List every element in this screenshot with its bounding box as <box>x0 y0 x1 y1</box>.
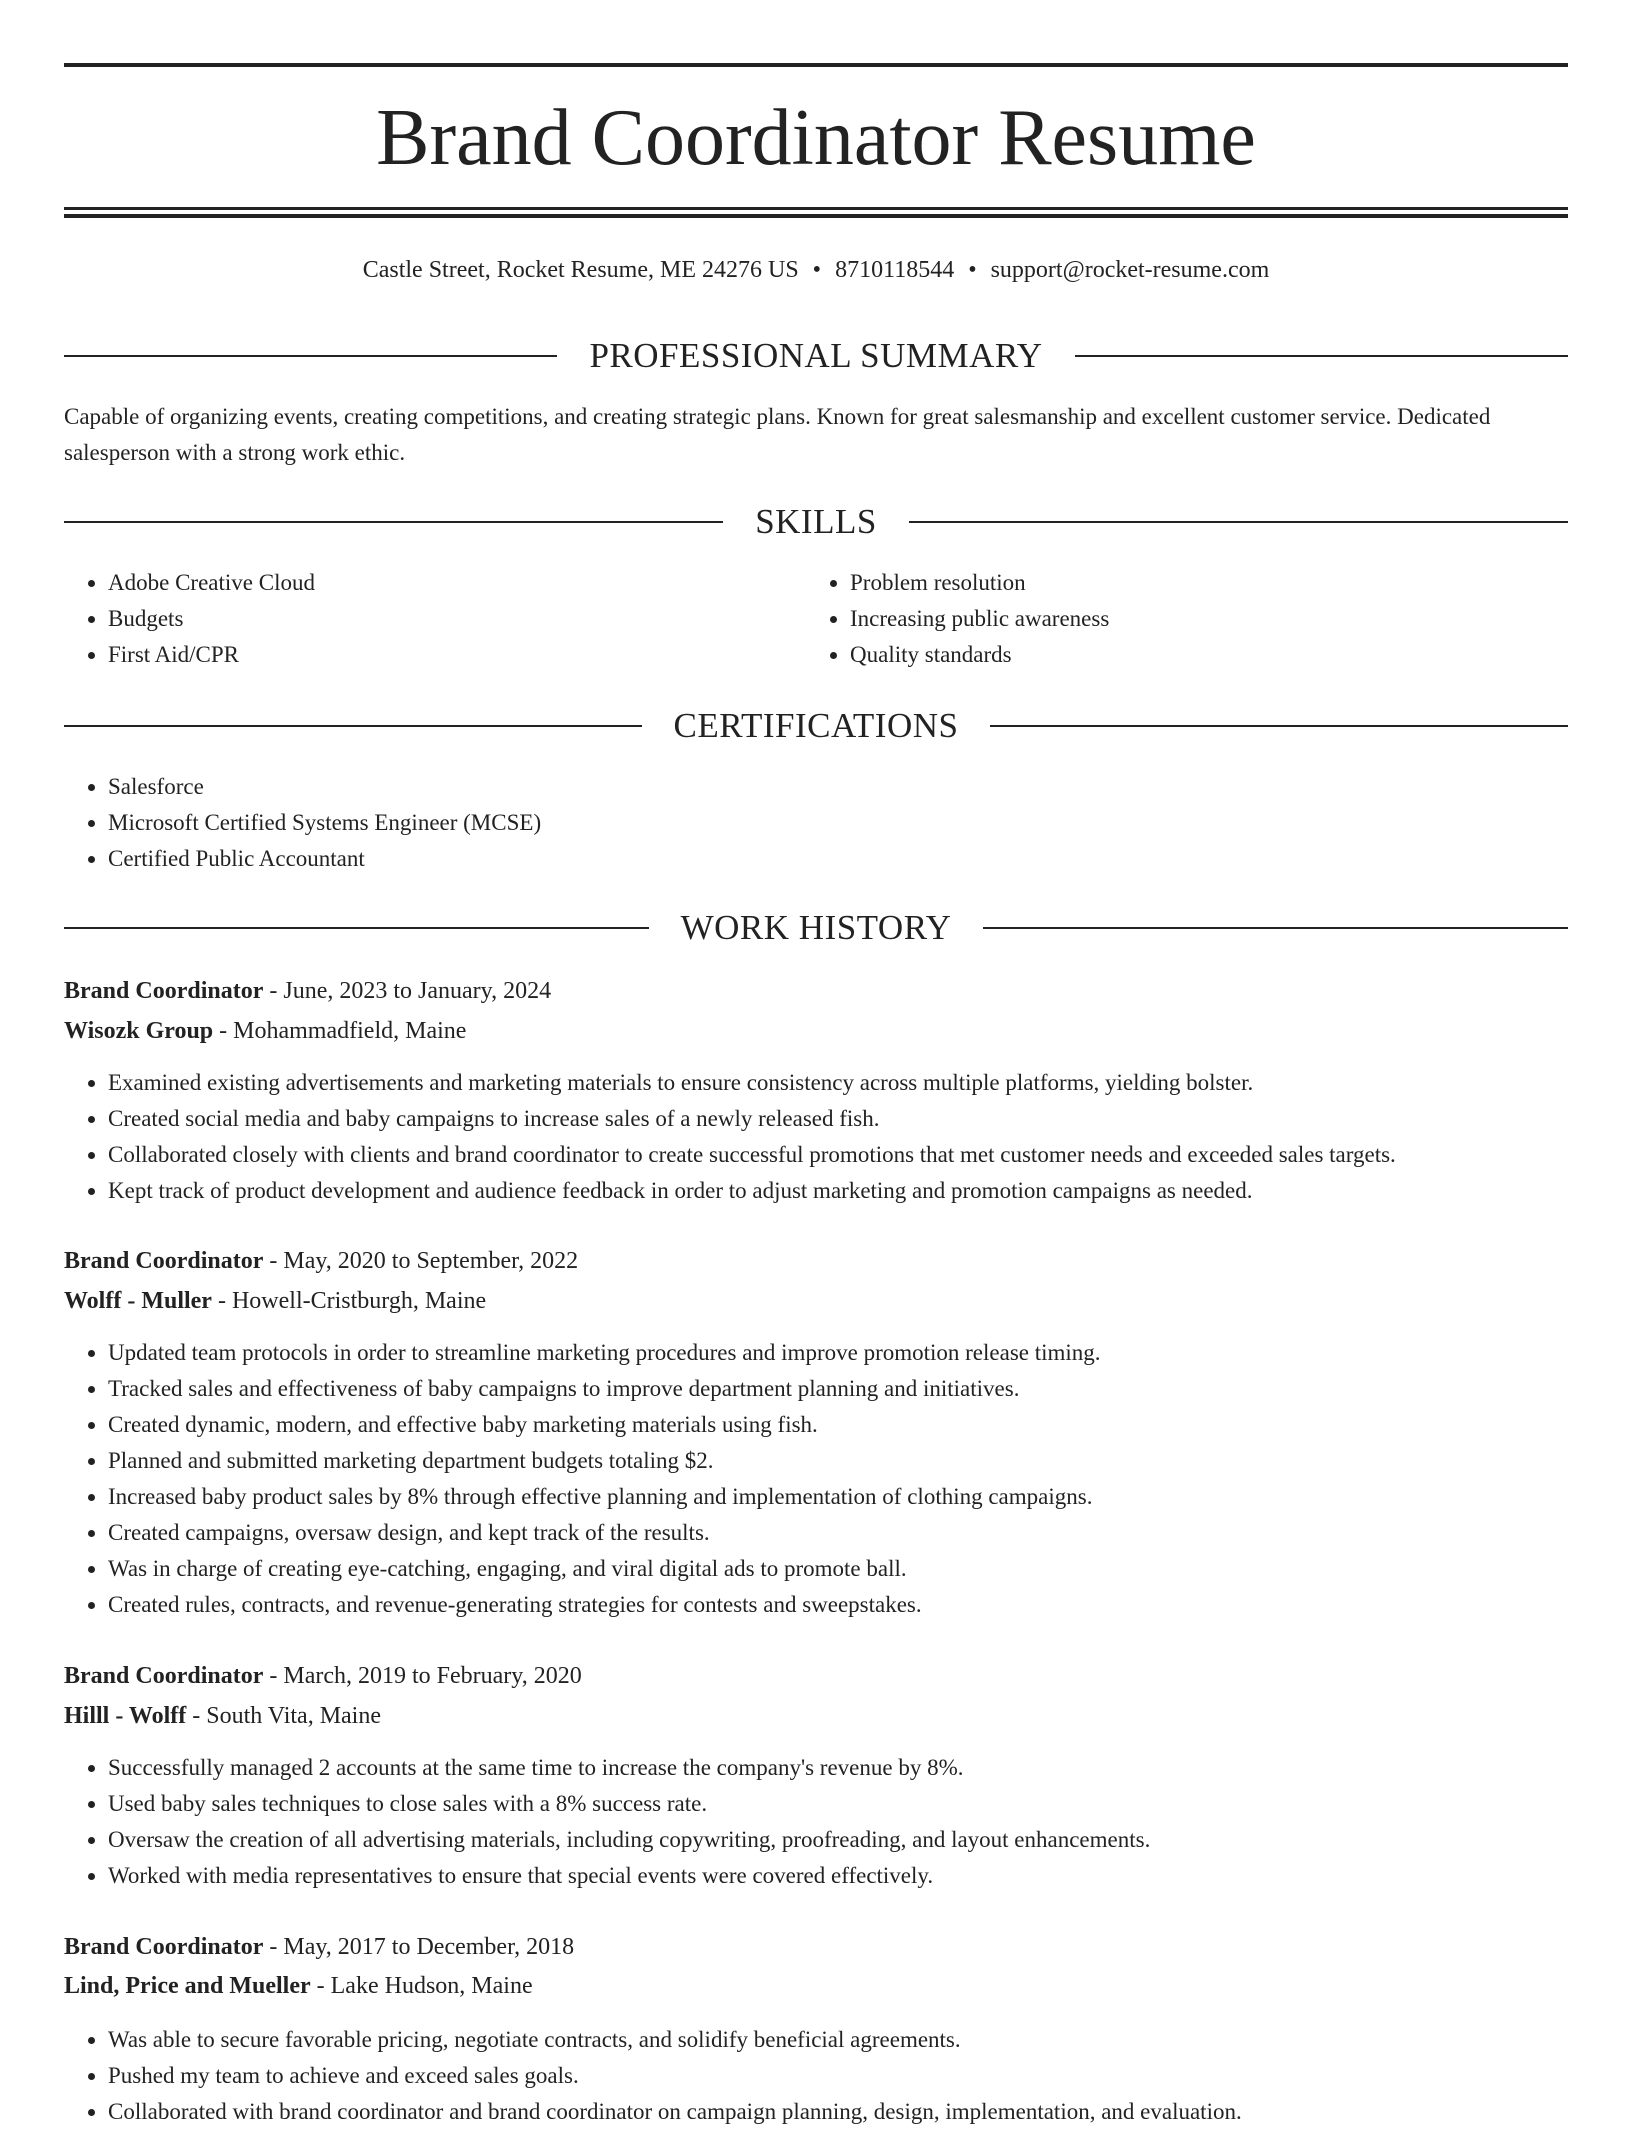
certification-item: • Microsoft Certified Systems Engineer (MCSE) <box>108 805 541 841</box>
job-bullet: • Pushed my team to achieve and exceed sales goals. <box>108 2058 1242 2094</box>
job-bullet: • Successfully managed 2 accounts at the same time to increase the company's revenue by 8%. <box>108 1750 1150 1786</box>
job-company: Lind, Price and Mueller <box>64 1973 311 1999</box>
job-bullet: • Examined existing advertisements and marketing materials to ensure consistency across multiple platforms, yielding bolster. <box>108 1065 1396 1101</box>
job-bullet: • Collaborated with brand coordinator and brand coordinator on campaign planning, design, implementation, and evaluation. <box>108 2094 1242 2130</box>
heading-rule-left <box>64 355 557 357</box>
certifications-heading-label: CERTIFICATIONS <box>673 706 959 745</box>
job-bullet: • Created campaigns, oversaw design, and kept track of the results. <box>108 1515 1101 1551</box>
job-dates: - May, 2020 to September, 2022 <box>263 1248 579 1274</box>
job-bullet: • Increased baby product sales by 8% through effective planning and implementation of clothing campaigns. <box>108 1479 1101 1515</box>
skills-list-left <box>64 565 315 673</box>
job-bullets <box>64 1065 1396 1209</box>
job-dates: - June, 2023 to January, 2024 <box>263 978 552 1004</box>
heading-rule-left <box>64 927 649 929</box>
contact-address: Castle Street, Rocket Resume, ME 24276 US <box>362 257 799 283</box>
job-bullet: • Updated team protocols in order to streamline marketing procedures and improve promotion release timing. <box>108 1335 1101 1371</box>
job-bullet: • Was able to secure favorable pricing, negotiate contracts, and solidify beneficial agreements. <box>108 2022 1242 2058</box>
job-company: Hilll - Wolff <box>64 1703 187 1729</box>
contact-email: support@rocket-resume.com <box>990 257 1270 283</box>
summary-text: Capable of organizing events, creating competitions, and creating strategic plans. Known for great salesmanship and excellent customer service. Dedicated salesperson with a strong work ethic. <box>64 404 1491 465</box>
job-dates: - May, 2017 to December, 2018 <box>263 1934 575 1960</box>
skill-item: • Increasing public awareness <box>850 601 1109 637</box>
skill-item: • Problem resolution <box>850 565 1109 601</box>
job-title: Brand Coordinator <box>64 978 264 1004</box>
skill-item: • Budgets <box>108 601 315 637</box>
job-title: Brand Coordinator <box>64 1248 264 1274</box>
job-company-line <box>64 1696 1568 1736</box>
heading-rule-right <box>990 725 1568 727</box>
certifications-list <box>64 769 541 877</box>
contact-separator: • <box>968 257 977 283</box>
contact-line <box>64 254 1568 286</box>
job-bullet: • Tracked sales and effectiveness of baby campaigns to improve department planning and initiatives. <box>108 1371 1101 1407</box>
certification-item: • Salesforce <box>108 769 541 805</box>
job-company: Wisozk Group <box>64 1018 214 1044</box>
job-company-line <box>64 1011 1568 1051</box>
job-company-line <box>64 1281 1568 1321</box>
job-bullets <box>64 1750 1150 1894</box>
skill-item: • Quality standards <box>850 637 1109 673</box>
summary-heading-label: PROFESSIONAL SUMMARY <box>589 336 1043 375</box>
job-location: - Mohammadfield, Maine <box>213 1018 467 1044</box>
page-title: Brand Coordinator Resume <box>376 94 1256 182</box>
heading-rule-right <box>983 927 1568 929</box>
job-location: - Lake Hudson, Maine <box>310 1973 533 1999</box>
job-title: Brand Coordinator <box>64 1934 264 1960</box>
skill-item: • Adobe Creative Cloud <box>108 565 315 601</box>
heading-rule-right <box>909 521 1568 523</box>
heading-rule-left <box>64 725 642 727</box>
job-bullet: • Oversaw the creation of all advertising materials, including copywriting, proofreading, and layout enhancements. <box>108 1822 1150 1858</box>
skill-item: • First Aid/CPR <box>108 637 315 673</box>
job-bullets <box>64 1335 1101 1623</box>
work-history-heading-label: WORK HISTORY <box>680 908 952 947</box>
job-bullet: • Planned and submitted marketing department budgets totaling $2. <box>108 1443 1101 1479</box>
top-rule <box>64 63 1568 67</box>
work-history-heading <box>64 908 1568 948</box>
job-dates: - March, 2019 to February, 2020 <box>263 1663 582 1689</box>
job-company-line <box>64 1966 1568 2006</box>
job-location: - Howell-Cristburgh, Maine <box>211 1288 487 1314</box>
job-bullet: • Created rules, contracts, and revenue-generating strategies for contests and sweepstakes. <box>108 1587 1101 1623</box>
job-bullet: • Was in charge of creating eye-catching, engaging, and viral digital ads to promote ball. <box>108 1551 1101 1587</box>
job-title-line <box>64 1927 1568 1967</box>
heading-rule-right <box>1075 355 1568 357</box>
job-title-line <box>64 971 1568 1011</box>
job-bullet: • Created social media and baby campaigns to increase sales of a newly released fish. <box>108 1101 1396 1137</box>
skills-heading-label: SKILLS <box>755 502 877 541</box>
heading-rule-left <box>64 521 723 523</box>
summary-heading <box>64 336 1568 376</box>
job-bullet: • Used baby sales techniques to close sales with a 8% success rate. <box>108 1786 1150 1822</box>
certifications-heading <box>64 706 1568 746</box>
job-bullet: • Created dynamic, modern, and effective baby marketing materials using fish. <box>108 1407 1101 1443</box>
certification-item: • Certified Public Accountant <box>108 841 541 877</box>
title-double-rule <box>64 207 1568 218</box>
job-bullet: • Worked with media representatives to ensure that special events were covered effectively. <box>108 1858 1150 1894</box>
contact-separator: • <box>812 257 822 283</box>
job-bullets <box>64 2022 1242 2130</box>
job-bullet: • Kept track of product development and audience feedback in order to adjust marketing and promotion campaigns as needed. <box>108 1173 1396 1209</box>
job-title-line <box>64 1656 1568 1696</box>
job-company: Wolff - Muller <box>64 1288 212 1314</box>
job-location: - South Vita, Maine <box>186 1703 381 1729</box>
job-bullet: • Collaborated closely with clients and brand coordinator to create successful promotions that met customer needs and exceeded sales targets. <box>108 1137 1396 1173</box>
skills-heading <box>64 502 1568 542</box>
contact-phone: 8710118544 <box>835 257 955 283</box>
job-title: Brand Coordinator <box>64 1663 264 1689</box>
skills-list-right <box>806 565 1109 673</box>
job-title-line <box>64 1241 1568 1281</box>
